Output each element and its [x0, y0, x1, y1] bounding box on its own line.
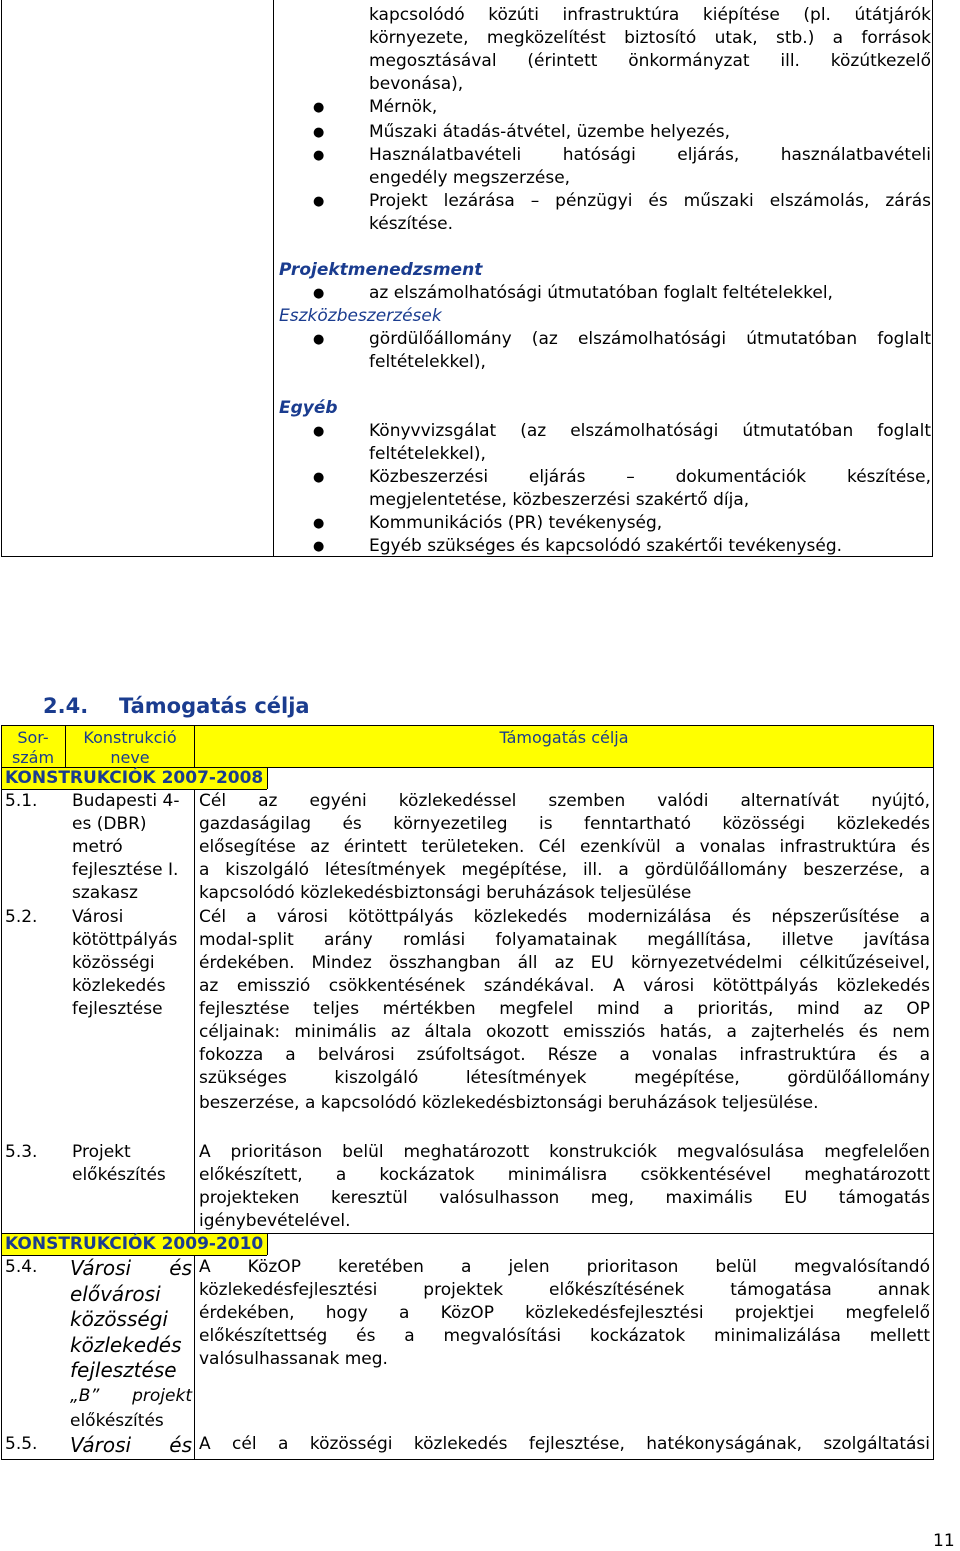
goal-line: igénybevételével.	[199, 1211, 351, 1231]
name-line: metró	[72, 837, 123, 857]
heading-eszkozbeszerzesek: Eszközbeszerzések	[279, 306, 442, 326]
goal-line: előkészítettség és a megvalósítási kockázatok minimalizálása mellett	[199, 1326, 930, 1346]
bullet-text: Projekt lezárása – pénzügyi és műszaki elszámolás, zárás	[369, 191, 931, 211]
goal-line: A KözOP keretében a jelen prioritason belül megvalósítandó	[199, 1257, 930, 1277]
name-line: előkészítés	[70, 1411, 164, 1431]
name-line: elővárosi	[70, 1281, 161, 1306]
goal-line: érdekében. Mindez összhangban áll az EU környezetvédelmi célkitűzéseivel,	[199, 953, 930, 973]
header-col1-line: Sor-	[17, 728, 49, 747]
name-line: Városi és	[70, 1256, 192, 1280]
header-col-konstrukcio	[66, 728, 194, 768]
goal-line: kapcsolódó közlekedésbiztonsági beruházások teljesülése	[199, 883, 692, 903]
section-number: 2.4.	[43, 694, 89, 718]
group-label-2007-2008: KONSTRUKCIÓK 2007-2008	[5, 768, 264, 788]
construction-name	[72, 790, 192, 905]
goal-line: Cél az egyéni közlekedéssel szemben valódi alternatívát nyújtó,	[199, 791, 930, 811]
goal-line: az emisszió csökkentésének szándékával. A városi kötöttpályás közlekedés	[199, 976, 930, 996]
bullet-icon: ●	[313, 539, 325, 554]
goal-line: szükséges kiszolgáló létesítmények megépítése, gördülőállomány	[199, 1068, 930, 1088]
name-line: Városi	[72, 907, 124, 927]
bullet-icon: ●	[313, 286, 325, 301]
bullet-icon: ●	[313, 148, 325, 163]
header-col2-line: neve	[110, 748, 150, 767]
bullet-icon: ●	[313, 424, 325, 439]
bullet-text: feltételekkel),	[369, 352, 486, 372]
bullet-icon: ●	[313, 125, 325, 140]
bullet-icon: ●	[313, 194, 325, 209]
goal-line: projekteken keresztül valósulhasson meg, maximális EU támogatás	[199, 1188, 930, 1208]
bullet-icon: ●	[313, 100, 325, 115]
construction-name	[72, 906, 192, 1021]
goal-line: céljainak: minimális az általa okozott emissziós hatás, a zajterhelés és nem	[199, 1022, 930, 1042]
name-line: fejlesztése	[70, 1358, 177, 1382]
header-col-tamogatas-celja: Támogatás célja	[499, 728, 629, 747]
row-number: 5.1.	[5, 791, 38, 811]
bullet-text: Közbeszerzési eljárás – dokumentációk készítése,	[369, 467, 931, 487]
goal-line: fokozza a belvárosi zsúfoltságot. Része a vonalas infrastruktúra és a	[199, 1045, 930, 1065]
goal-line: A prioritáson belül meghatározott konstrukciók megvalósulása megfelelően	[199, 1142, 930, 1162]
goal-line: A cél a közösségi közlekedés fejlesztése, hatékonyságának, szolgáltatási	[199, 1434, 930, 1454]
bullet-icon: ●	[313, 470, 325, 485]
empty-left-cell	[2, 0, 274, 556]
goal-line: előkészített, a kockázatok minimálisra csökkentésével meghatározott	[199, 1165, 930, 1185]
name-line: közösségi	[70, 1307, 168, 1331]
cont-line-3: megosztásával (érintett önkormányzat ill. közútkezelő	[369, 51, 931, 71]
goal-line: modal-split arány romlási folyamatainak megállítása, illetve javítása	[199, 930, 930, 950]
bullet-icon: ●	[313, 332, 325, 347]
bullet-text: készítése.	[369, 214, 454, 234]
bullet-text: Használatbavételi hatósági eljárás, használatbavételi	[369, 145, 931, 165]
bullet-text: Könyvvizsgálat (az elszámolhatósági útmutatóban foglalt	[369, 421, 931, 441]
goal-line: gazdaságilag és környezetileg is fenntartható közösségi közlekedés	[199, 814, 930, 834]
name-line: közlekedés	[70, 1332, 182, 1357]
bullet-text: Műszaki átadás-átvétel, üzembe helyezés,	[369, 122, 731, 142]
name-line: es (DBR)	[72, 814, 147, 834]
construction-name	[72, 1141, 192, 1187]
name-line: közösségi	[72, 953, 155, 973]
name-line: Budapesti 4-	[72, 791, 180, 811]
bullet-icon: ●	[313, 516, 325, 531]
name-line: közlekedés	[72, 976, 166, 996]
goal-line: közlekedésfejlesztési projektek előkészítésének támogatása annak	[199, 1280, 930, 1300]
construction-name: Városi és	[70, 1433, 192, 1457]
cont-line-4: bevonása),	[369, 74, 464, 94]
row-number: 5.2.	[5, 907, 38, 927]
name-line: fejlesztése	[72, 999, 163, 1019]
row-number: 5.4.	[5, 1257, 38, 1277]
name-line: „B” projekt	[70, 1385, 192, 1406]
bullet-text: gördülőállomány (az elszámolhatósági útmutatóban foglalt	[369, 329, 931, 349]
goal-line: valósulhassanak meg.	[199, 1349, 388, 1369]
goal-line: a kiszolgáló létesítmények megépítése, ill. a gördülőállomány beszerzése, a	[199, 860, 930, 880]
heading-projektmenedzsment: Projektmenedzsment	[279, 260, 483, 280]
bullet-text: feltételekkel),	[369, 444, 486, 464]
goal-line: érdekében, hogy a KözOP közlekedésfejlesztési projektjei megfelelő	[199, 1303, 930, 1323]
section-title: Támogatás célja	[119, 694, 310, 718]
cont-line-1: kapcsolódó közúti infrastruktúra kiépítése (pl. útátjárók	[369, 5, 931, 25]
heading-egyeb: Egyéb	[279, 398, 338, 418]
name-line: kötöttpályás	[72, 930, 178, 950]
group-label-2009-2010: KONSTRUKCIÓK 2009-2010	[5, 1234, 264, 1254]
cont-line-2: környezete, megközelítést biztosító utak, stb.) a források	[369, 28, 931, 48]
row-number: 5.5.	[5, 1434, 38, 1454]
bullet-text: megjelentetése, közbeszerzési szakértő díja,	[369, 490, 750, 510]
name-line: fejlesztése I.	[72, 860, 179, 880]
header-col1-line: szám	[11, 748, 55, 767]
goal-line: Cél a városi kötöttpályás közlekedés modernizálása és népszerűsítése a	[199, 907, 930, 927]
header-col-sorszam	[2, 728, 64, 768]
name-line: szakasz	[72, 883, 138, 903]
goal-line: beszerzése, a kapcsolódó közlekedésbiztonsági beruházások teljesülése.	[199, 1093, 819, 1113]
bullet-text: engedély megszerzése,	[369, 168, 571, 188]
bullet-text: Kommunikációs (PR) tevékenység,	[369, 513, 663, 533]
name-line: Projekt	[72, 1142, 131, 1162]
goal-line: fejlesztése teljes mértékben megfelel mind a prioritás, mind az OP	[199, 999, 930, 1019]
bullet-text: Mérnök,	[369, 97, 438, 117]
bullet-text: az elszámolhatósági útmutatóban foglalt feltételekkel,	[369, 283, 833, 303]
bullet-text: Egyéb szükséges és kapcsolódó szakértői tevékenység.	[369, 536, 843, 556]
goal-line: elősegítése az érintett területeken. Cél ezenkívül a vonalas infrastruktúra és	[199, 837, 930, 857]
name-line: előkészítés	[72, 1165, 166, 1185]
page-number: 11	[933, 1531, 955, 1551]
section-heading	[43, 694, 310, 718]
construction-name	[70, 1256, 192, 1435]
row-number: 5.3.	[5, 1142, 38, 1162]
header-col2-line: Konstrukció	[83, 728, 177, 747]
